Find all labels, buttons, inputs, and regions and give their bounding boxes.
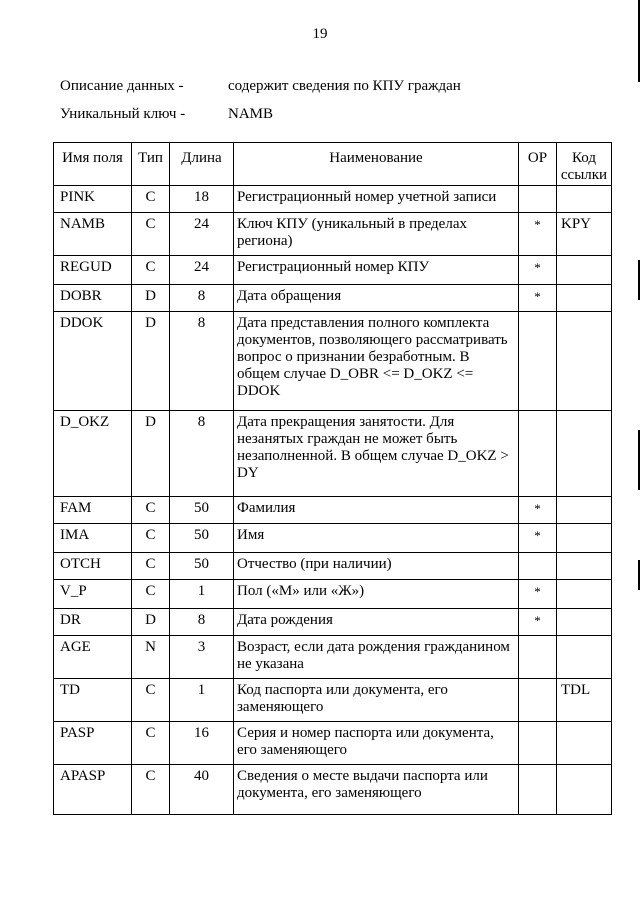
field-name-cell: DOBR (54, 285, 132, 312)
ref-code-cell: TDL (557, 679, 612, 722)
field-name-cell: IMA (54, 524, 132, 553)
table-row (54, 524, 612, 553)
length-cell: 1 (170, 679, 234, 722)
meta-value: NAMB (228, 106, 274, 122)
description-cell: Дата представления полного комплекта документов, позволяющего рассматривать вопрос о признании безработным. В общем случае D_OBR <= D_OKZ <= DDOK (234, 312, 519, 411)
description-cell: Код паспорта или документа, его заменяющего (234, 679, 519, 722)
table-row (54, 411, 612, 497)
header-ref-code: Код ссылки (557, 143, 612, 186)
ref-code-cell (557, 312, 612, 411)
length-cell: 3 (170, 636, 234, 679)
table-row (54, 186, 612, 213)
type-cell: С (132, 553, 170, 580)
table-row (54, 679, 612, 722)
table-row (54, 580, 612, 609)
field-name-cell: DR (54, 609, 132, 636)
field-name-cell: DDOK (54, 312, 132, 411)
field-name-cell: FAM (54, 497, 132, 524)
required-flag-cell: * (519, 524, 557, 553)
meta-label: Описание данных - (60, 78, 184, 94)
page-number: 19 (312, 26, 328, 42)
required-flag-cell: * (519, 285, 557, 312)
required-flag-cell: * (519, 609, 557, 636)
field-name-cell: NAMB (54, 213, 132, 256)
ref-code-cell (557, 497, 612, 524)
type-cell: С (132, 186, 170, 213)
type-cell: С (132, 213, 170, 256)
table-row (54, 636, 612, 679)
type-cell: D (132, 609, 170, 636)
field-name-cell: D_OKZ (54, 411, 132, 497)
length-cell: 1 (170, 580, 234, 609)
field-name-cell: AGE (54, 636, 132, 679)
type-cell: С (132, 497, 170, 524)
type-cell: С (132, 524, 170, 553)
required-flag-cell (519, 411, 557, 497)
description-cell: Дата прекращения занятости. Для незанятых граждан не может быть незаполненной. В общем случае D_OKZ > DY (234, 411, 519, 497)
ref-code-cell (557, 636, 612, 679)
required-flag-cell: * (519, 497, 557, 524)
header-op: ОР (519, 143, 557, 186)
type-cell: N (132, 636, 170, 679)
ref-code-cell (557, 186, 612, 213)
description-cell: Отчество (при наличии) (234, 553, 519, 580)
ref-code-cell (557, 411, 612, 497)
field-name-cell: PASP (54, 722, 132, 765)
table-row (54, 213, 612, 256)
table-row (54, 285, 612, 312)
meta-label: Уникальный ключ - (60, 106, 186, 122)
meta-description (60, 78, 461, 95)
description-cell: Регистрационный номер КПУ (234, 256, 519, 285)
type-cell: С (132, 580, 170, 609)
type-cell: D (132, 285, 170, 312)
table-header-row (54, 143, 612, 186)
description-cell: Регистрационный номер учетной записи (234, 186, 519, 213)
length-cell: 8 (170, 285, 234, 312)
required-flag-cell (519, 722, 557, 765)
field-name-cell: APASP (54, 765, 132, 815)
table-row (54, 722, 612, 765)
length-cell: 24 (170, 213, 234, 256)
field-name-cell: PINK (54, 186, 132, 213)
description-cell: Пол («М» или «Ж») (234, 580, 519, 609)
required-flag-cell (519, 553, 557, 580)
type-cell: С (132, 765, 170, 815)
length-cell: 50 (170, 553, 234, 580)
description-cell: Дата рождения (234, 609, 519, 636)
type-cell: D (132, 411, 170, 497)
required-flag-cell (519, 312, 557, 411)
type-cell: D (132, 312, 170, 411)
field-name-cell: OTCH (54, 553, 132, 580)
description-cell: Возраст, если дата рождения гражданином не указана (234, 636, 519, 679)
ref-code-cell (557, 524, 612, 553)
table-row (54, 609, 612, 636)
description-cell: Серия и номер паспорта или документа, его заменяющего (234, 722, 519, 765)
required-flag-cell (519, 636, 557, 679)
table-row (54, 553, 612, 580)
ref-code-cell (557, 765, 612, 815)
ref-code-cell (557, 722, 612, 765)
ref-code-cell: KPY (557, 213, 612, 256)
length-cell: 8 (170, 411, 234, 497)
table-row (54, 256, 612, 285)
description-cell: Дата обращения (234, 285, 519, 312)
table-row (54, 765, 612, 815)
field-name-cell: V_P (54, 580, 132, 609)
meta-value: содержит сведения по КПУ граждан (228, 78, 461, 94)
header-field-name: Имя поля (54, 143, 132, 186)
meta-unique-key (60, 106, 273, 123)
description-cell: Фамилия (234, 497, 519, 524)
ref-code-cell (557, 609, 612, 636)
ref-code-cell (557, 285, 612, 312)
required-flag-cell: * (519, 256, 557, 285)
length-cell: 18 (170, 186, 234, 213)
ref-code-cell (557, 580, 612, 609)
required-flag-cell (519, 186, 557, 213)
length-cell: 50 (170, 497, 234, 524)
type-cell: С (132, 722, 170, 765)
length-cell: 8 (170, 312, 234, 411)
length-cell: 50 (170, 524, 234, 553)
length-cell: 24 (170, 256, 234, 285)
header-description: Наименование (234, 143, 519, 186)
required-flag-cell: * (519, 580, 557, 609)
header-length: Длина (170, 143, 234, 186)
header-type: Тип (132, 143, 170, 186)
field-name-cell: TD (54, 679, 132, 722)
ref-code-cell (557, 553, 612, 580)
description-cell: Сведения о месте выдачи паспорта или документа, его заменяющего (234, 765, 519, 815)
data-fields-table (53, 142, 612, 815)
required-flag-cell (519, 765, 557, 815)
length-cell: 8 (170, 609, 234, 636)
type-cell: С (132, 256, 170, 285)
type-cell: С (132, 679, 170, 722)
ref-code-cell (557, 256, 612, 285)
field-name-cell: REGUD (54, 256, 132, 285)
table-row (54, 497, 612, 524)
length-cell: 16 (170, 722, 234, 765)
description-cell: Ключ КПУ (уникальный в пределах региона) (234, 213, 519, 256)
length-cell: 40 (170, 765, 234, 815)
description-cell: Имя (234, 524, 519, 553)
required-flag-cell: * (519, 213, 557, 256)
required-flag-cell (519, 679, 557, 722)
table-row (54, 312, 612, 411)
